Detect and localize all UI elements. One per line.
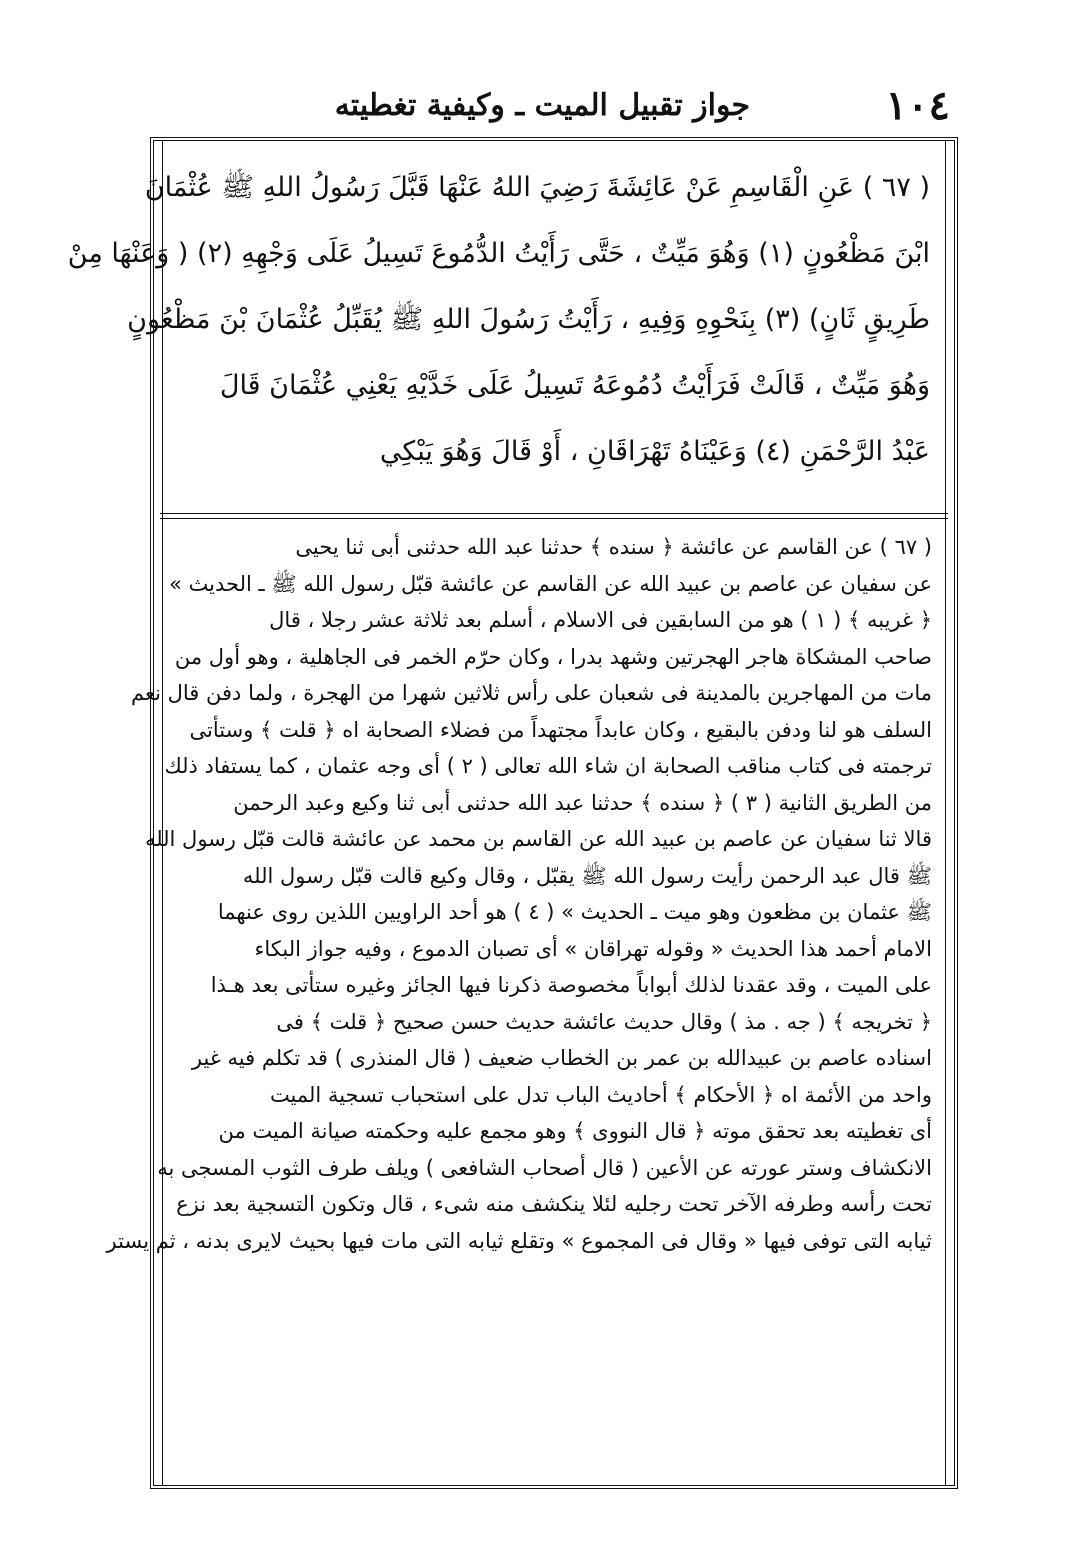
commentary-line: ﷺ قال عبد الرحمن رأيت رسول الله ﷺ يقبّل ، وقال وكيع قالت قبّل رسول الله [242, 863, 932, 888]
section-divider [160, 513, 948, 514]
hadith-line: عَبْدُ الرَّحْمَنِ (٤) وَعَيْنَاهُ تَهْرَاقَانِ ، أَوْ قَالَ وَهُوَ يَبْكِي [379, 436, 930, 467]
page-number: ١٠٤ [885, 82, 950, 129]
section-divider [160, 518, 948, 519]
commentary-line: ﴿ غريبه ﴾ ( ١ ) هو من السابقين فى الاسلام ، أسلم بعد ثلاثة عشر رجلا ، قال [269, 608, 932, 632]
hadith-line: طَرِيقٍ ثَانٍ) (٣) بِنَحْوِهِ وَفِيهِ ، رَأَيْتُ رَسُولَ اللهِ ﷺ يُقَبِّلُ عُثْمَانَ بْنَ مَظْعُونٍ [127, 304, 930, 335]
commentary-text [106, 529, 932, 1475]
commentary-line: واحد من الأئمة اه ﴿ الأحكام ﴾ أحاديث الباب تدل على استحباب تسجية الميت [269, 1082, 932, 1107]
commentary-line: عن سفيان عن عاصم بن عبيد الله عن القاسم عن عائشة قبّل رسول الله ﷺ ـ الحديث » [169, 571, 932, 596]
commentary-line: أى تغطيته بعد تحقق موته ﴿ قال النووى ﴾ وهو مجمع عليه وحكمته صيانة الميت من [218, 1119, 932, 1143]
commentary-line: ( ٦٧ ) عن القاسم عن عائشة ﴿ سنده ﴾ حدثنا عبد الله حدثنى أبى ثنا يحيى [295, 535, 932, 559]
commentary-line: الانكشاف وستر عورته عن الأعين ( قال أصحاب الشافعى ) ويلف طرف الثوب المسجى به [157, 1155, 932, 1180]
commentary-line: ترجمته فى كتاب مناقب الصحابة ان شاء الله تعالى ( ٢ ) أى وجه عثمان ، كما يستفاد ذلك [164, 754, 932, 778]
hadith-line: وَهُوَ مَيِّتٌ ، قَالَتْ فَرَأَيْتُ دُمُوعَهُ تَسِيلُ عَلَى خَدَّيْهِ يَعْنِي عُثْمَانَ قَالَ [219, 370, 930, 401]
commentary-line: ﴿ تخريجه ﴾ ( جه . مذ ) وقال حديث عائشة حديث حسن صحيح ﴿ قلت ﴾ فى [276, 1009, 932, 1034]
text-frame [67, 137, 958, 1489]
commentary-line: صاحب المشكاة هاجر الهجرتين وشهد بدرا ، وكان حرّم الخمر فى الجاهلية ، وهو أول من [174, 644, 932, 669]
commentary-line: الامام أحمد هذا الحديث « وقوله تهراقان » أى تصبان الدموع ، وفيه جواز البكاء [254, 936, 932, 961]
frame-inner-rule-right [945, 141, 946, 1485]
commentary-line: قالا ثنا سفيان عن عاصم بن عبيد الله عن القاسم بن محمد عن عائشة قالت قبّل رسول الله [144, 827, 932, 851]
commentary-line: اسناده عاصم بن عبيدالله بن عمر بن الخطاب ضعيف ( قال المنذرى ) قد تكلم فيه غير [191, 1046, 932, 1070]
commentary-line: ثيابه التى توفى فيها « وقال فى المجموع » وتقلع ثيابه التى مات فيها بحيث لايرى بدنه ، ثم يستر [106, 1228, 932, 1253]
commentary-line: تحت رأسه وطرفه الآخر تحت رجليه لئلا ينكشف منه شىء ، قال وتكون التسجية بعد نزع [176, 1192, 932, 1216]
commentary-line: ﷺ عثمان بن مظعون وهو ميت ـ الحديث » ( ٤ ) هو أحد الراويين اللذين روى عنهما [217, 900, 932, 924]
running-title: جواز تقبيل الميت ـ وكيفية تغطيته [334, 88, 750, 123]
hadith-text [67, 155, 930, 505]
hadith-line: ابْنَ مَظْعُونٍ (١) وَهُوَ مَيِّتٌ ، حَتَّى رَأَيْتُ الدُّمُوعَ تَسِيلُ عَلَى وَجْهِهِ (٢) ( وَعَنْهَا مِنْ [67, 238, 930, 269]
commentary-line: على الميت ، وقد عقدنا لذلك أبواباً مخصوصة ذكرنا فيها الجائز وغيره ستأتى بعد هـذا [210, 973, 932, 997]
commentary-line: مات من المهاجرين بالمدينة فى شعبان على رأس ثلاثين شهرا من الهجرة ، ولما دفن قال نعم [131, 681, 932, 705]
page-header [150, 78, 950, 128]
commentary-line: السلف هو لنا ودفن بالبقيع ، وكان عابداً مجتهداً من فضلاء الصحابة اه ﴿ قلت ﴾ وستأتى [189, 717, 932, 742]
commentary-line: من الطريق الثانية ( ٣ ) ﴿ سنده ﴾ حدثنا عبد الله حدثنى أبى ثنا وكيع وعبد الرحمن [233, 790, 932, 815]
hadith-line: ( ٦٧ ) عَنِ الْقَاسِمِ عَنْ عَائِشَةَ رَضِيَ اللهُ عَنْهَا قَبَّلَ رَسُولُ اللهِ ﷺ عُثْمَانَ [144, 172, 930, 203]
